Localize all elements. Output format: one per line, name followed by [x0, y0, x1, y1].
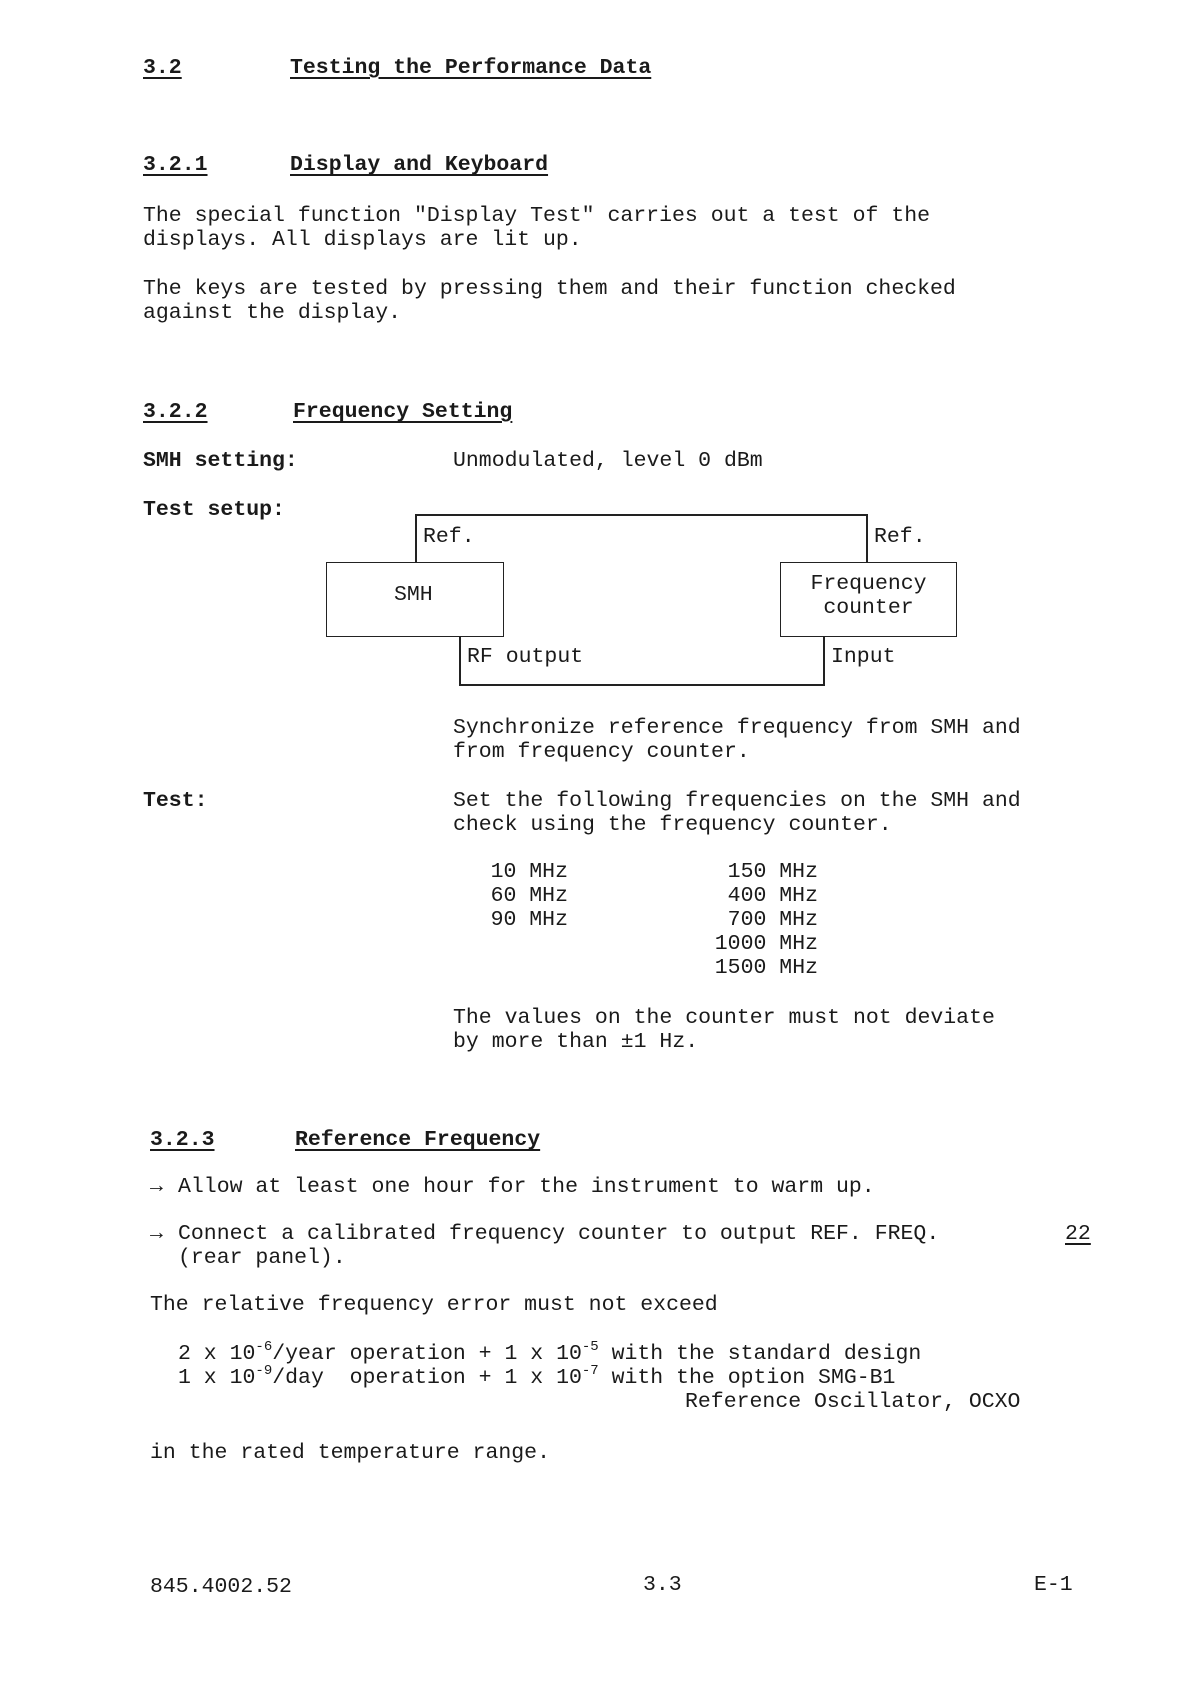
- connect-counter-line-2: (rear panel).: [178, 1246, 346, 1270]
- section-3-2-number: 3.2: [143, 56, 182, 80]
- frequency-item: 60 MHz: [490, 884, 568, 908]
- footer-doc-number: 845.4002.52: [150, 1575, 292, 1599]
- rf-line-left: [459, 637, 461, 685]
- error-intro: The relative frequency error must not exceed: [150, 1293, 718, 1317]
- keys-paragraph-line-2: against the display.: [143, 301, 402, 325]
- section-3-2-3-title: Reference Frequency: [295, 1128, 541, 1152]
- row1-exponent-b: -5: [581, 1339, 599, 1355]
- test-label: Test:: [143, 789, 208, 813]
- frequency-item: 150 MHz: [727, 860, 818, 884]
- frequency-item: 700 MHz: [727, 908, 818, 932]
- counter-label-line-1: Frequency: [810, 572, 927, 596]
- footer-page-number: 3.3: [643, 1573, 682, 1597]
- row1-exponent-a: -6: [255, 1339, 273, 1355]
- smh-setting-label: SMH setting:: [143, 449, 298, 473]
- deviation-line-2: by more than ±1 Hz.: [453, 1030, 699, 1054]
- ref-label-right: Ref.: [874, 525, 926, 549]
- error-spec-row-1: [178, 1339, 922, 1366]
- section-3-2-1-title: Display and Keyboard: [290, 153, 549, 177]
- ref-connection-line: [415, 514, 867, 516]
- ref-label-left: Ref.: [423, 525, 475, 549]
- sync-line-2: from frequency counter.: [453, 740, 750, 764]
- frequency-item: 90 MHz: [490, 908, 568, 932]
- section-3-2-title: Testing the Performance Data: [290, 56, 652, 80]
- section-3-2-2-number: 3.2.2: [143, 400, 208, 424]
- sync-line-1: Synchronize reference frequency from SMH and: [453, 716, 1021, 740]
- section-3-2-1-number: 3.2.1: [143, 153, 208, 177]
- arrow-bullet-icon: →: [150, 1222, 163, 1246]
- arrow-bullet-icon: →: [150, 1175, 163, 1199]
- ref-line-right: [866, 514, 868, 562]
- row2-part-c: with the option SMG-B1: [598, 1366, 896, 1390]
- rf-output-label: RF output: [467, 645, 584, 669]
- display-test-paragraph-line-1: The special function "Display Test" carries out a test of the: [143, 204, 931, 228]
- keys-paragraph-line-1: The keys are tested by pressing them and their function checked: [143, 277, 956, 301]
- error-spec-row-3: Reference Oscillator, OCXO: [685, 1390, 1021, 1414]
- temperature-range-note: in the rated temperature range.: [150, 1441, 550, 1465]
- frequency-item: 1500 MHz: [714, 956, 818, 980]
- test-instruction-line-1: Set the following frequencies on the SMH and: [453, 789, 1021, 813]
- frequency-item: 1000 MHz: [714, 932, 818, 956]
- row1-part-a: 2 x 10: [178, 1342, 256, 1366]
- ref-freq-connector-number: 22: [1065, 1222, 1091, 1246]
- row1-part-b: /year operation + 1 x 10: [272, 1342, 582, 1366]
- error-spec-row-2: [178, 1363, 896, 1390]
- deviation-line-1: The values on the counter must not deviate: [453, 1006, 995, 1030]
- display-test-paragraph-line-2: displays. All displays are lit up.: [143, 228, 582, 252]
- footer-edition: E-1: [1034, 1573, 1073, 1597]
- frequency-item: 10 MHz: [490, 860, 568, 884]
- ref-line-left: [415, 514, 417, 562]
- smh-setting-value: Unmodulated, level 0 dBm: [453, 449, 763, 473]
- section-3-2-2-title: Frequency Setting: [293, 400, 513, 424]
- smh-box-label: SMH: [394, 583, 433, 607]
- connect-counter-line-1: Connect a calibrated frequency counter to output REF. FREQ.: [178, 1222, 940, 1246]
- counter-label-line-2: counter: [823, 596, 914, 620]
- frequency-item: 400 MHz: [727, 884, 818, 908]
- row2-exponent-a: -9: [255, 1363, 273, 1379]
- warm-up-instruction: Allow at least one hour for the instrument to warm up.: [178, 1175, 875, 1199]
- row2-part-b: /day operation + 1 x 10: [272, 1366, 582, 1390]
- row2-exponent-b: -7: [581, 1363, 599, 1379]
- rf-connection-line: [459, 684, 825, 686]
- section-3-2-3-number: 3.2.3: [150, 1128, 215, 1152]
- test-instruction-line-2: check using the frequency counter.: [453, 813, 892, 837]
- row2-part-a: 1 x 10: [178, 1366, 256, 1390]
- test-setup-label: Test setup:: [143, 498, 285, 522]
- input-label: Input: [831, 645, 896, 669]
- rf-line-right: [823, 637, 825, 685]
- row1-part-c: with the standard design: [598, 1342, 922, 1366]
